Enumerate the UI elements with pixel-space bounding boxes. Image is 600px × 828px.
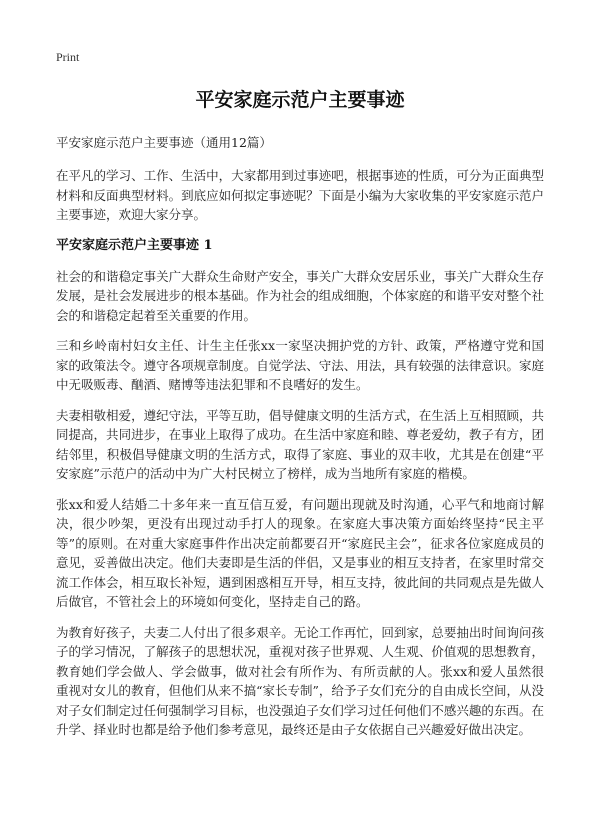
body-paragraph-5: 为教育好孩子，夫妻二人付出了很多艰辛。无论工作再忙，回到家，总要抽出时间询问孩子的学习情况，了解孩子的思想状况，重视对孩子世界观、人生观、价值观的思想教育，教育她们学会做人、学会做事，做对社会有所作为、有所贡献的人。张xx和爱人虽然很重视对女儿的教育，但他们从来不搞“家长专制”，给予子女们充分的自由成长空间，从没对子女们制定过任何强制学习目标，也没强迫子女们学习过任何他们不感兴趣的东西。在升学、择业时也都是给予他们参考意见，最终还是由子女依据自己兴趣爱好做出决定。 bbox=[56, 624, 544, 737]
print-link[interactable]: Print bbox=[56, 50, 80, 64]
body-paragraph-4: 张xx和爱人结婚二十多年来一直互信互爱，有问题出现就及时沟通，心平气和地商讨解决，很少吵架，更没有出现过动手打人的现象。在家庭大事决策方面始终坚持“民主平等”的原则。在对重大家庭事件作出决定前都要召开“家庭民主会”，征求各位家庭成员的意见，妥善做出决定。他们夫妻即是生活的伴侣，又是事业的相互支持者，在家里时常交流工作体会，相互取长补短，遇到困惑相互开导，相互支持，彼此间的共同观点是先做人后做官，不管社会上的环境如何变化，坚持走自己的路。 bbox=[56, 496, 544, 609]
document-title: 平安家庭示范户主要事迹 bbox=[195, 89, 405, 111]
body-paragraph-3: 夫妻相敬相爱，遵纪守法，平等互助，倡导健康文明的生活方式，在生活上互相照顾，共同提高，共同进步，在事业上取得了成功。在生活中家庭和睦、尊老爱幼，教子有方，团结邻里，积极倡导健康文明的生活方式，取得了家庭、事业的双丰收，尤其是在创建“平安家庭”示范户的活动中为广大村民树立了榜样，成为当地所有家庭的楷模。 bbox=[56, 407, 544, 481]
section-heading: 平安家庭示范户主要事迹 1 bbox=[56, 237, 213, 253]
document-subtitle: 平安家庭示范户主要事迹（通用12篇） bbox=[56, 135, 272, 150]
intro-paragraph: 在平凡的学习、工作、生活中，大家都用到过事迹吧，根据事迹的性质，可分为正面典型材料和反面典型材料。到底应如何拟定事迹呢？下面是小编为大家收集的平安家庭示范户主要事迹，欢迎大家分享。 bbox=[56, 168, 544, 222]
body-paragraph-1: 社会的和谐稳定事关广大群众生命财产安全，事关广大群众安居乐业，事关广大群众生存发展，是社会发展进步的根本基础。作为社会的组成细胞，个体家庭的和谐平安对整个社会的和谐稳定起着至关重要的作用。 bbox=[56, 268, 544, 323]
body-paragraph-2: 三和乡岭南村妇女主任、计生主任张xx一家坚决拥护党的方针、政策，严格遵守党和国家的政策法令。遵守各项规章制度。自觉学法、守法、用法，具有较强的法律意识。家庭中无吸贩毒、酗酒、赌博等违法犯罪和不良嗜好的发生。 bbox=[56, 338, 544, 392]
